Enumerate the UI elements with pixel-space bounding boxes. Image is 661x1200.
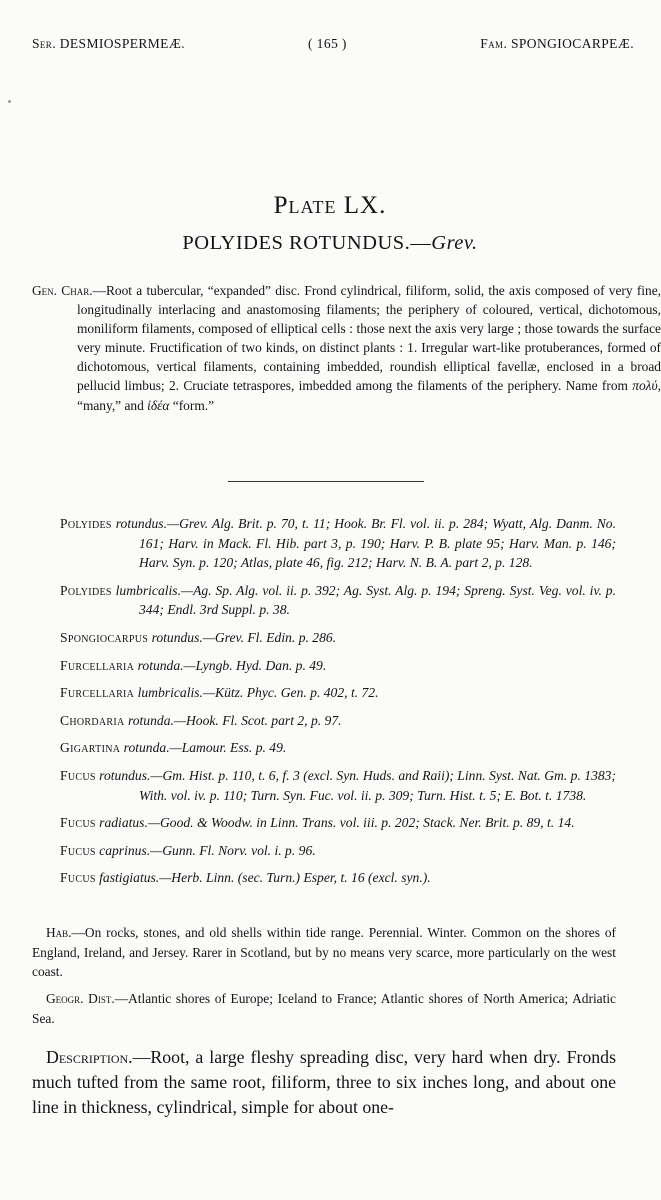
species-dash: — <box>410 232 432 254</box>
plate-title: Plate LX. <box>273 192 387 219</box>
gen-char-text-c: “form.” <box>169 397 215 413</box>
geography-text: —Atlantic shores of Europe; Iceland to France; Atlantic shores of North America; Adriatic Sea. <box>32 991 617 1026</box>
generic-character <box>32 281 661 415</box>
gen-char-text-b: , “many,” and <box>77 378 661 413</box>
species-author: Grev. <box>431 232 478 254</box>
paper-speck <box>8 100 11 103</box>
synonymy-list <box>60 514 616 896</box>
greek-word-form: ἰδέα <box>147 397 170 413</box>
synonym-entry: Chordaria rotunda.—Hook. Fl. Scot. part 2, p. 97. <box>60 712 342 728</box>
description-text: —Root, a large fleshy spreading disc, very hard when dry. Fronds much tufted from the same root, filiform, three to six inches long, and about one line in thickness, cylindrical, simple for about one- <box>32 1047 616 1117</box>
synonym-entry: Fucus fastigiatus.—Herb. Linn. (sec. Turn.) Esper, t. 16 (excl. syn.). <box>60 870 431 886</box>
description-paragraph <box>32 1045 616 1120</box>
synonym-entry: Gigartina rotunda.—Lamour. Ess. p. 49. <box>60 740 287 756</box>
species-name: POLYIDES ROTUNDUS. <box>182 232 411 254</box>
geography-label: Geogr. Dist. <box>46 991 115 1006</box>
running-header-family: Fam. SPONGIOCARPEÆ. <box>480 36 634 51</box>
synonym-entry: Furcellaria lumbricalis.—Kütz. Phyc. Gen. p. 402, t. 72. <box>60 685 379 701</box>
synonym-entry: Polyides rotundus.—Grev. Alg. Brit. p. 70, t. 11; Hook. Br. Fl. vol. ii. p. 284; Wyatt, Alg. Danm. No. 161; Harv. in Mack. Fl. Hib. part 3, p. 190; Harv. P. B. plate 95; Harv. Man. p. 146; Harv. Syn. p. 120; Atlas, plate 46, fig. 212; Harv. N. B. A. part 2, p. 128. <box>60 516 616 571</box>
description-label: Description. <box>46 1047 133 1067</box>
gen-char-label: Gen. Char. <box>32 283 93 298</box>
synonym-entry: Fucus radiatus.—Good. & Woodw. in Linn. Trans. vol. iii. p. 202; Stack. Ner. Brit. p. 89, t. 14. <box>60 815 575 831</box>
greek-word-many: πολύ <box>632 378 658 394</box>
running-header-series: Ser. DESMIOSPERMEÆ. <box>32 36 186 51</box>
habitat-label: Hab. <box>46 925 72 940</box>
synonym-entry: Spongiocarpus rotundus.—Grev. Fl. Edin. p. 286. <box>60 629 337 645</box>
habitat-paragraph <box>32 923 616 982</box>
synonym-entry: Fucus rotundus.—Gm. Hist. p. 110, t. 6, f. 3 (excl. Syn. Huds. and Raii); Linn. Syst. Nat. Gm. p. 1383; With. vol. iv. p. 110; Turn. Syn. Fuc. vol. ii. p. 309; Turn. Hist. t. 5; E. Bot. t. 1738. <box>60 767 616 803</box>
synonym-entry: Polyides lumbricalis.—Ag. Sp. Alg. vol. ii. p. 392; Ag. Syst. Alg. p. 194; Spreng. Syst. Veg. vol. iv. p. 344; Endl. 3rd Suppl. p. 38. <box>60 582 616 618</box>
synonym-entry: Furcellaria rotunda.—Lyngb. Hyd. Dan. p. 49. <box>60 657 327 673</box>
species-title <box>0 232 660 255</box>
synonym-entry: Fucus caprinus.—Gunn. Fl. Norv. vol. i. p. 96. <box>60 842 316 858</box>
section-divider <box>228 481 424 482</box>
habitat-text: —On rocks, stones, and old shells within tide range. Perennial. Winter. Common on the shores of England, Ireland, and Jersey. Rarer in Scotland, but by no means very scarce, more particularly on the west coast. <box>32 925 616 980</box>
geographic-distribution <box>32 989 616 1028</box>
gen-char-text: —Root a tubercular, “expanded” disc. Frond cylindrical, filiform, solid, the axis composed of very fine, longitudinally interlacing and anastomosing filaments; the periphery of coloured, vertical, dichotomous, moniliform filaments, composed of elliptical cells : those next the axis very large ; those towards the surface very minute. Fructification of two kinds, on distinct plants : 1. Irregular wart-like protuberances, formed of dichotomous, vertical filaments, containing imbedded, roundish elliptical favellæ, enclosed in a broad pellucid limbus; 2. Cruciate tetraspores, imbedded among the filaments of the periphery. Name from <box>77 283 661 394</box>
page-number: ( 165 ) <box>308 36 347 51</box>
